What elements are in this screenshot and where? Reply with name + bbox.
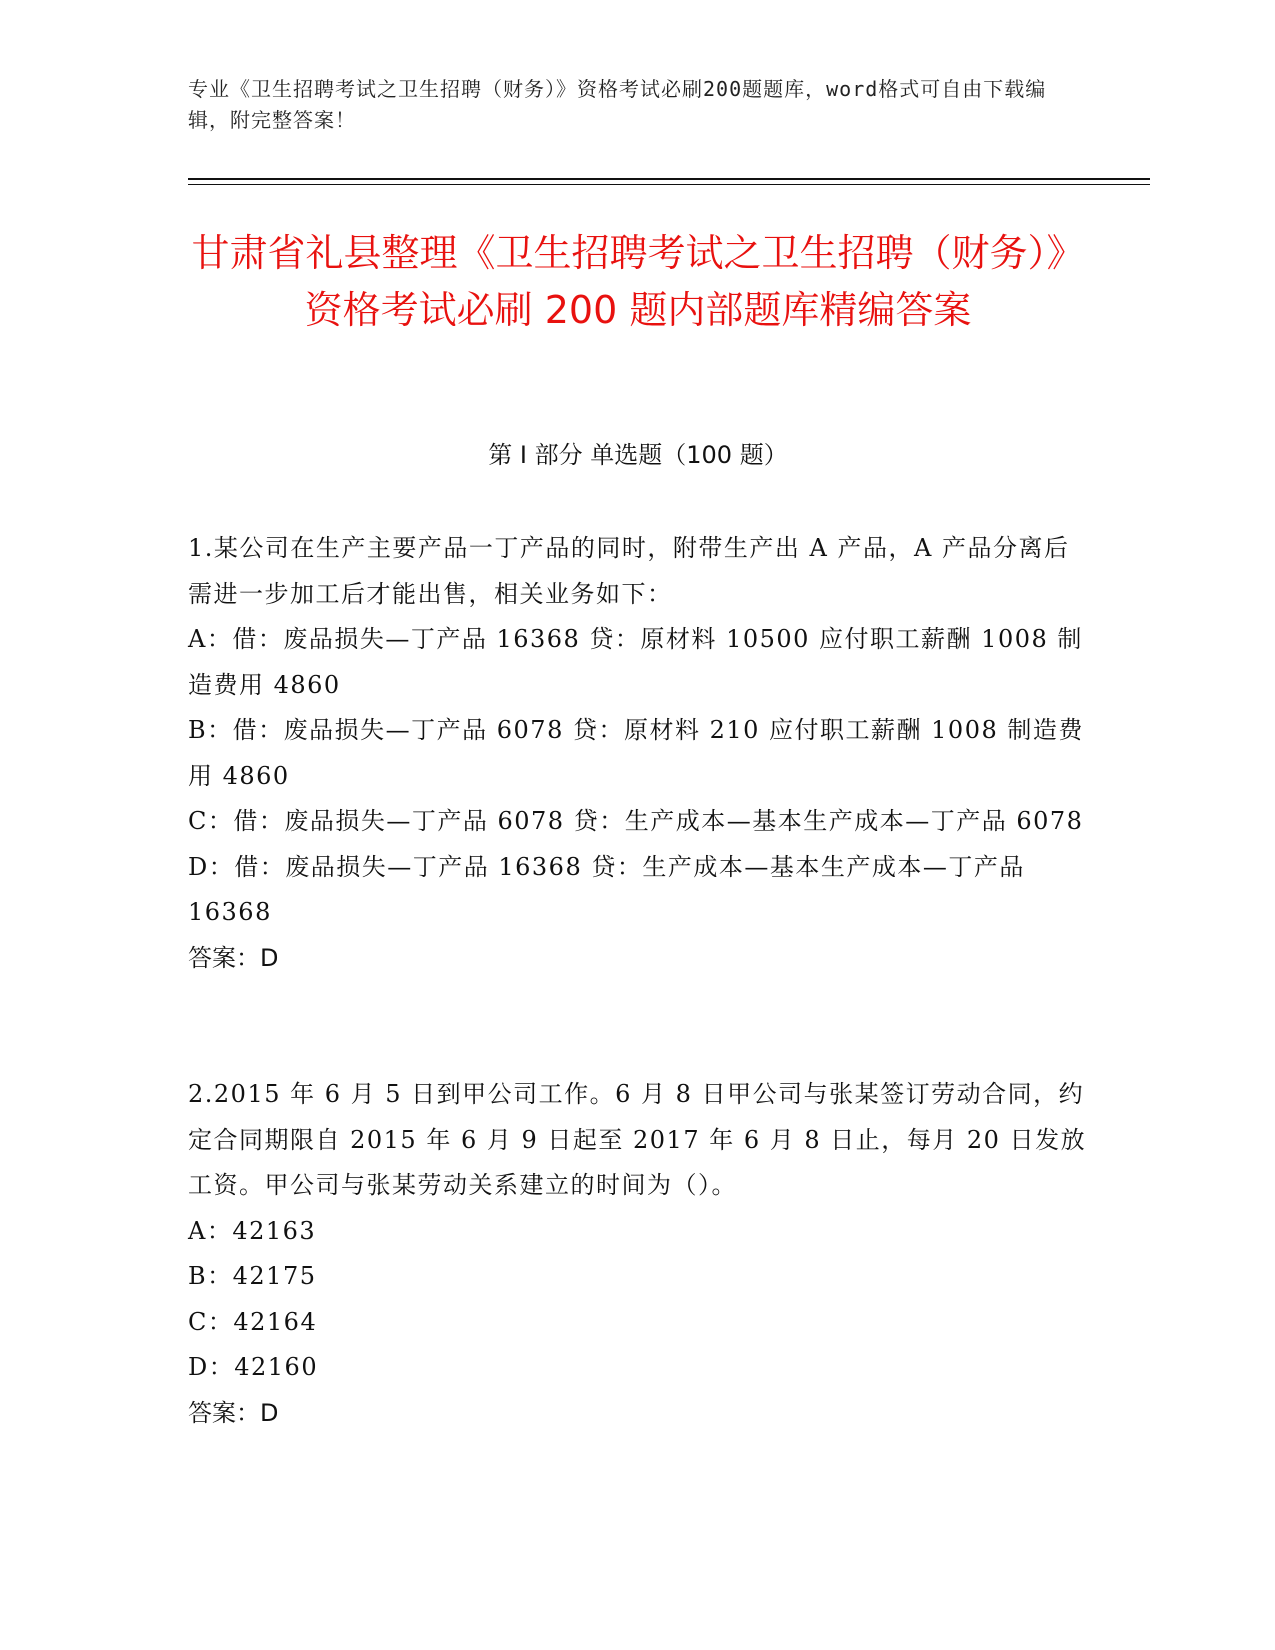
question-stem: 1.某公司在生产主要产品一丁产品的同时，附带生产出 A 产品，A 产品分离后需进一步加工后才能出售，相关业务如下：	[188, 534, 1070, 608]
header-rule-thin	[188, 184, 1150, 185]
section-title: 第 I 部分 单选题（100 题）	[488, 441, 788, 469]
answer-label: 答案：D	[188, 1398, 279, 1427]
option-d: D：借：废品损失—丁产品 16368 贷：生产成本—基本生产成本—丁产品 16368	[188, 852, 1025, 926]
question-1	[188, 526, 1088, 981]
option-c: C：借：废品损失—丁产品 6078 贷：生产成本—基本生产成本—丁产品 6078	[188, 807, 1084, 835]
question-stem: 2.2015 年 6 月 5 日到甲公司工作。6 月 8 日甲公司与张某签订劳动合同，约定合同期限自 2015 年 6 月 9 日起至 2017 年 6 月 8 日止，每月 20 日发放工资。甲公司与张某劳动关系建立的时间为（）。	[188, 1080, 1087, 1199]
question-2	[188, 1072, 1088, 1436]
option-b: B：借：废品损失—丁产品 6078 贷：原材料 210 应付职工薪酬 1008 制造费用 4860	[188, 716, 1084, 790]
option-b: B：42175	[188, 1262, 317, 1290]
option-d: D：42160	[188, 1353, 319, 1381]
option-a: A：借：废品损失—丁产品 16368 贷：原材料 10500 应付职工薪酬 1008 制造费用 4860	[188, 625, 1083, 699]
header-note: 专业《卫生招聘考试之卫生招聘（财务）》资格考试必刷200题题库，word格式可自由下载编辑，附完整答案！	[188, 77, 1047, 132]
document-title: 甘肃省礼县整理《卫生招聘考试之卫生招聘（财务）》资格考试必刷 200 题内部题库精编答案	[191, 231, 1085, 332]
header-rule-thick	[188, 178, 1150, 180]
option-c: C：42164	[188, 1307, 318, 1336]
answer-label: 答案：D	[188, 943, 279, 972]
option-a: A：42163	[188, 1216, 317, 1245]
